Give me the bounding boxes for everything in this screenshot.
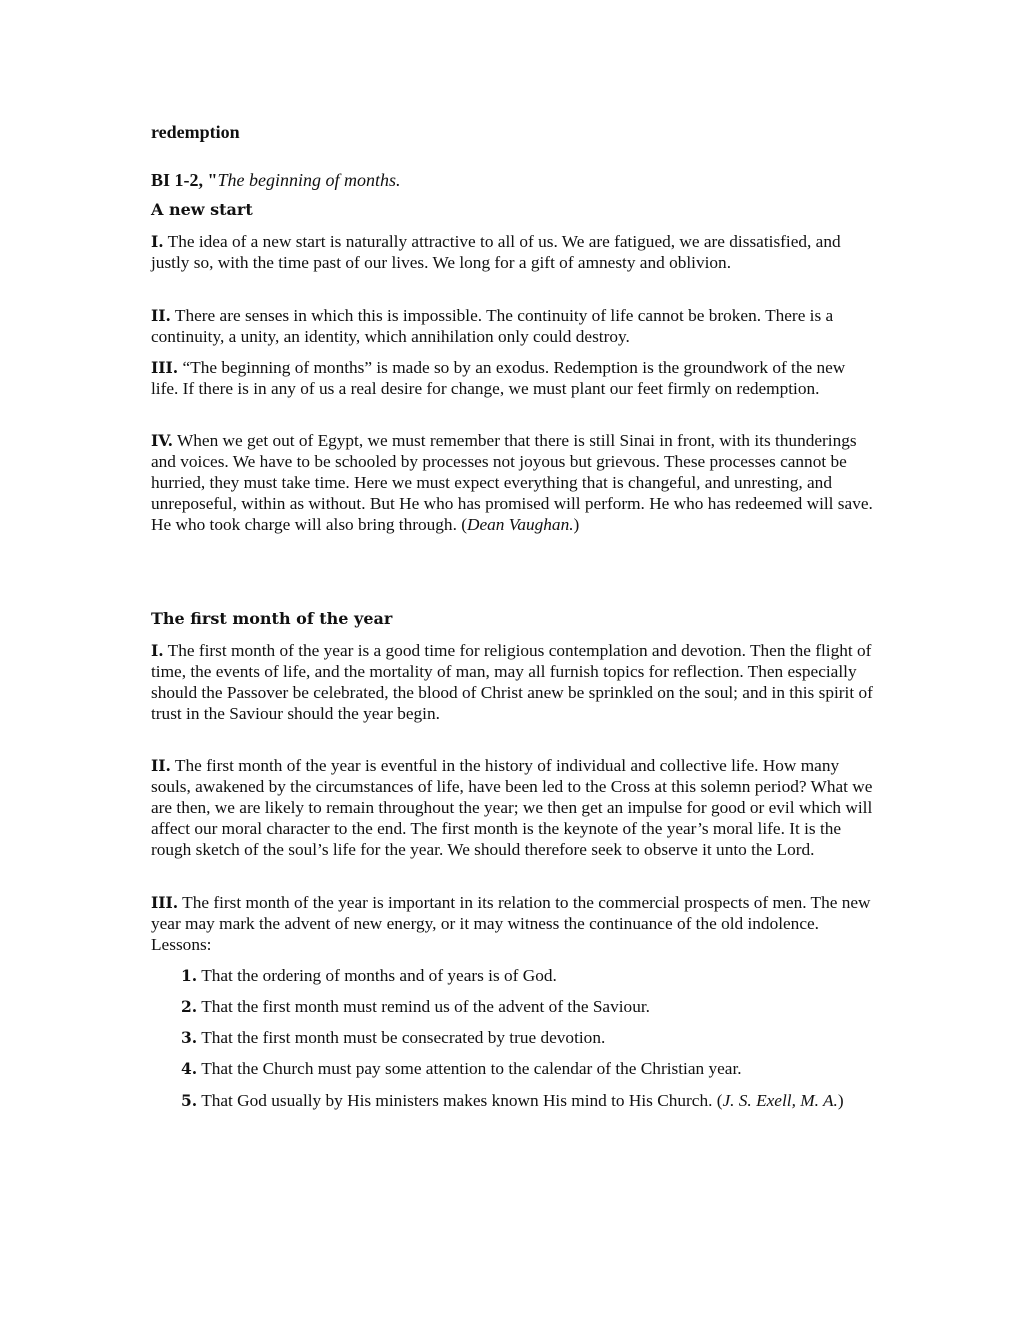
lesson-text: That the first month must be consecrated by true devotion. [197,1028,606,1047]
paragraph-number: II. [151,756,171,775]
reference-quote: The beginning of months. [217,170,401,190]
citation-close: ) [573,515,580,534]
paragraph-number: I. [151,232,164,251]
lesson-item [181,996,871,1017]
lesson-number: 1. [181,966,198,985]
paragraph-text: The first month of the year is eventful in the history of individual and collective life. How many souls, awakened by the circumstances of life, have been led to the Cross at this solemn period? What we are then, we are likely to remain throughout the year; we then get an impulse for good or evil which will affect our moral character to the end. The first month is the keynote of the year’s moral life. It is the rough sketch of the soul’s life for the year. We should therefore seek to observe it unto the Lord. [151,756,873,859]
paragraph-number: IV. [151,431,173,450]
paragraph [151,305,876,347]
paragraph-number: I. [151,641,164,660]
author-citation: Dean Vaughan. [466,515,574,534]
lesson-item [181,1058,871,1079]
lesson-number: 3. [181,1028,198,1047]
top-word: redemption [151,122,240,142]
lesson-text: That the Church must pay some attention to the calendar of the Christian year. [197,1059,742,1078]
author-citation: J. S. Exell, M. A. [722,1091,838,1110]
lesson-text: That the first month must remind us of the advent of the Saviour. [197,997,650,1016]
section-heading: A new start [151,200,253,219]
paragraph-text: The idea of a new start is naturally attractive to all of us. We are fatigued, we are dissatisfied, and justly so, with the time past of our lives. We long for a gift of amnesty and oblivion. [151,232,841,272]
lesson-text: That God usually by His ministers makes known His mind to His Church. ( [197,1091,723,1110]
lesson-item [181,1090,871,1111]
lesson-item [181,965,871,986]
paragraph [151,755,876,860]
paragraph-text: The first month of the year is a good time for religious contemplation and devotion. Then the flight of time, the events of life, and the mortality of man, may all furnish topics for reflection. Then especially should the Passover be celebrated, the blood of Christ anew be sprinkled on the soul; and in this spirit of trust in the Saviour should the year begin. [151,641,873,723]
paragraph-text: The first month of the year is important in its relation to the commercial prospects of men. The new year may mark the advent of new energy, or it may witness the continuance of the old indolence. Lessons: [151,893,871,954]
paragraph [151,640,876,724]
reference-label: BI 1-2, " [151,170,218,190]
paragraph-text: When we get out of Egypt, we must remember that there is still Sinai in front, with its thunderings and voices. We have to be schooled by processes not joyous but grievous. These processes cannot be hurried, they must take time. Here we must expect everything that is changeful, and unresting, and unreposeful, within as without. But He who has promised will perform. He who has redeemed will save. He who took charge will also bring through. ( [151,431,873,534]
paragraph-text: There are senses in which this is impossible. The continuity of life cannot be broken. There is a continuity, a unity, an identity, which annihilation only could destroy. [151,306,834,346]
paragraph-number: III. [151,358,179,377]
bible-illustrator-reference [151,169,401,191]
lesson-text: That the ordering of months and of years is of God. [197,966,557,985]
lesson-number: 2. [181,997,198,1016]
citation-close: ) [837,1091,844,1110]
section-heading: The first month of the year [151,609,393,628]
paragraph-text: “The beginning of months” is made so by an exodus. Redemption is the groundwork of the new life. If there is in any of us a real desire for change, we must plant our feet firmly on redemption. [151,358,846,398]
lesson-number: 4. [181,1059,198,1078]
paragraph [151,892,876,955]
paragraph [151,231,876,273]
paragraph [151,430,876,535]
lesson-number: 5. [181,1091,198,1110]
paragraph [151,357,876,399]
lesson-item [181,1027,871,1048]
paragraph-number: III. [151,893,179,912]
paragraph-number: II. [151,306,171,325]
